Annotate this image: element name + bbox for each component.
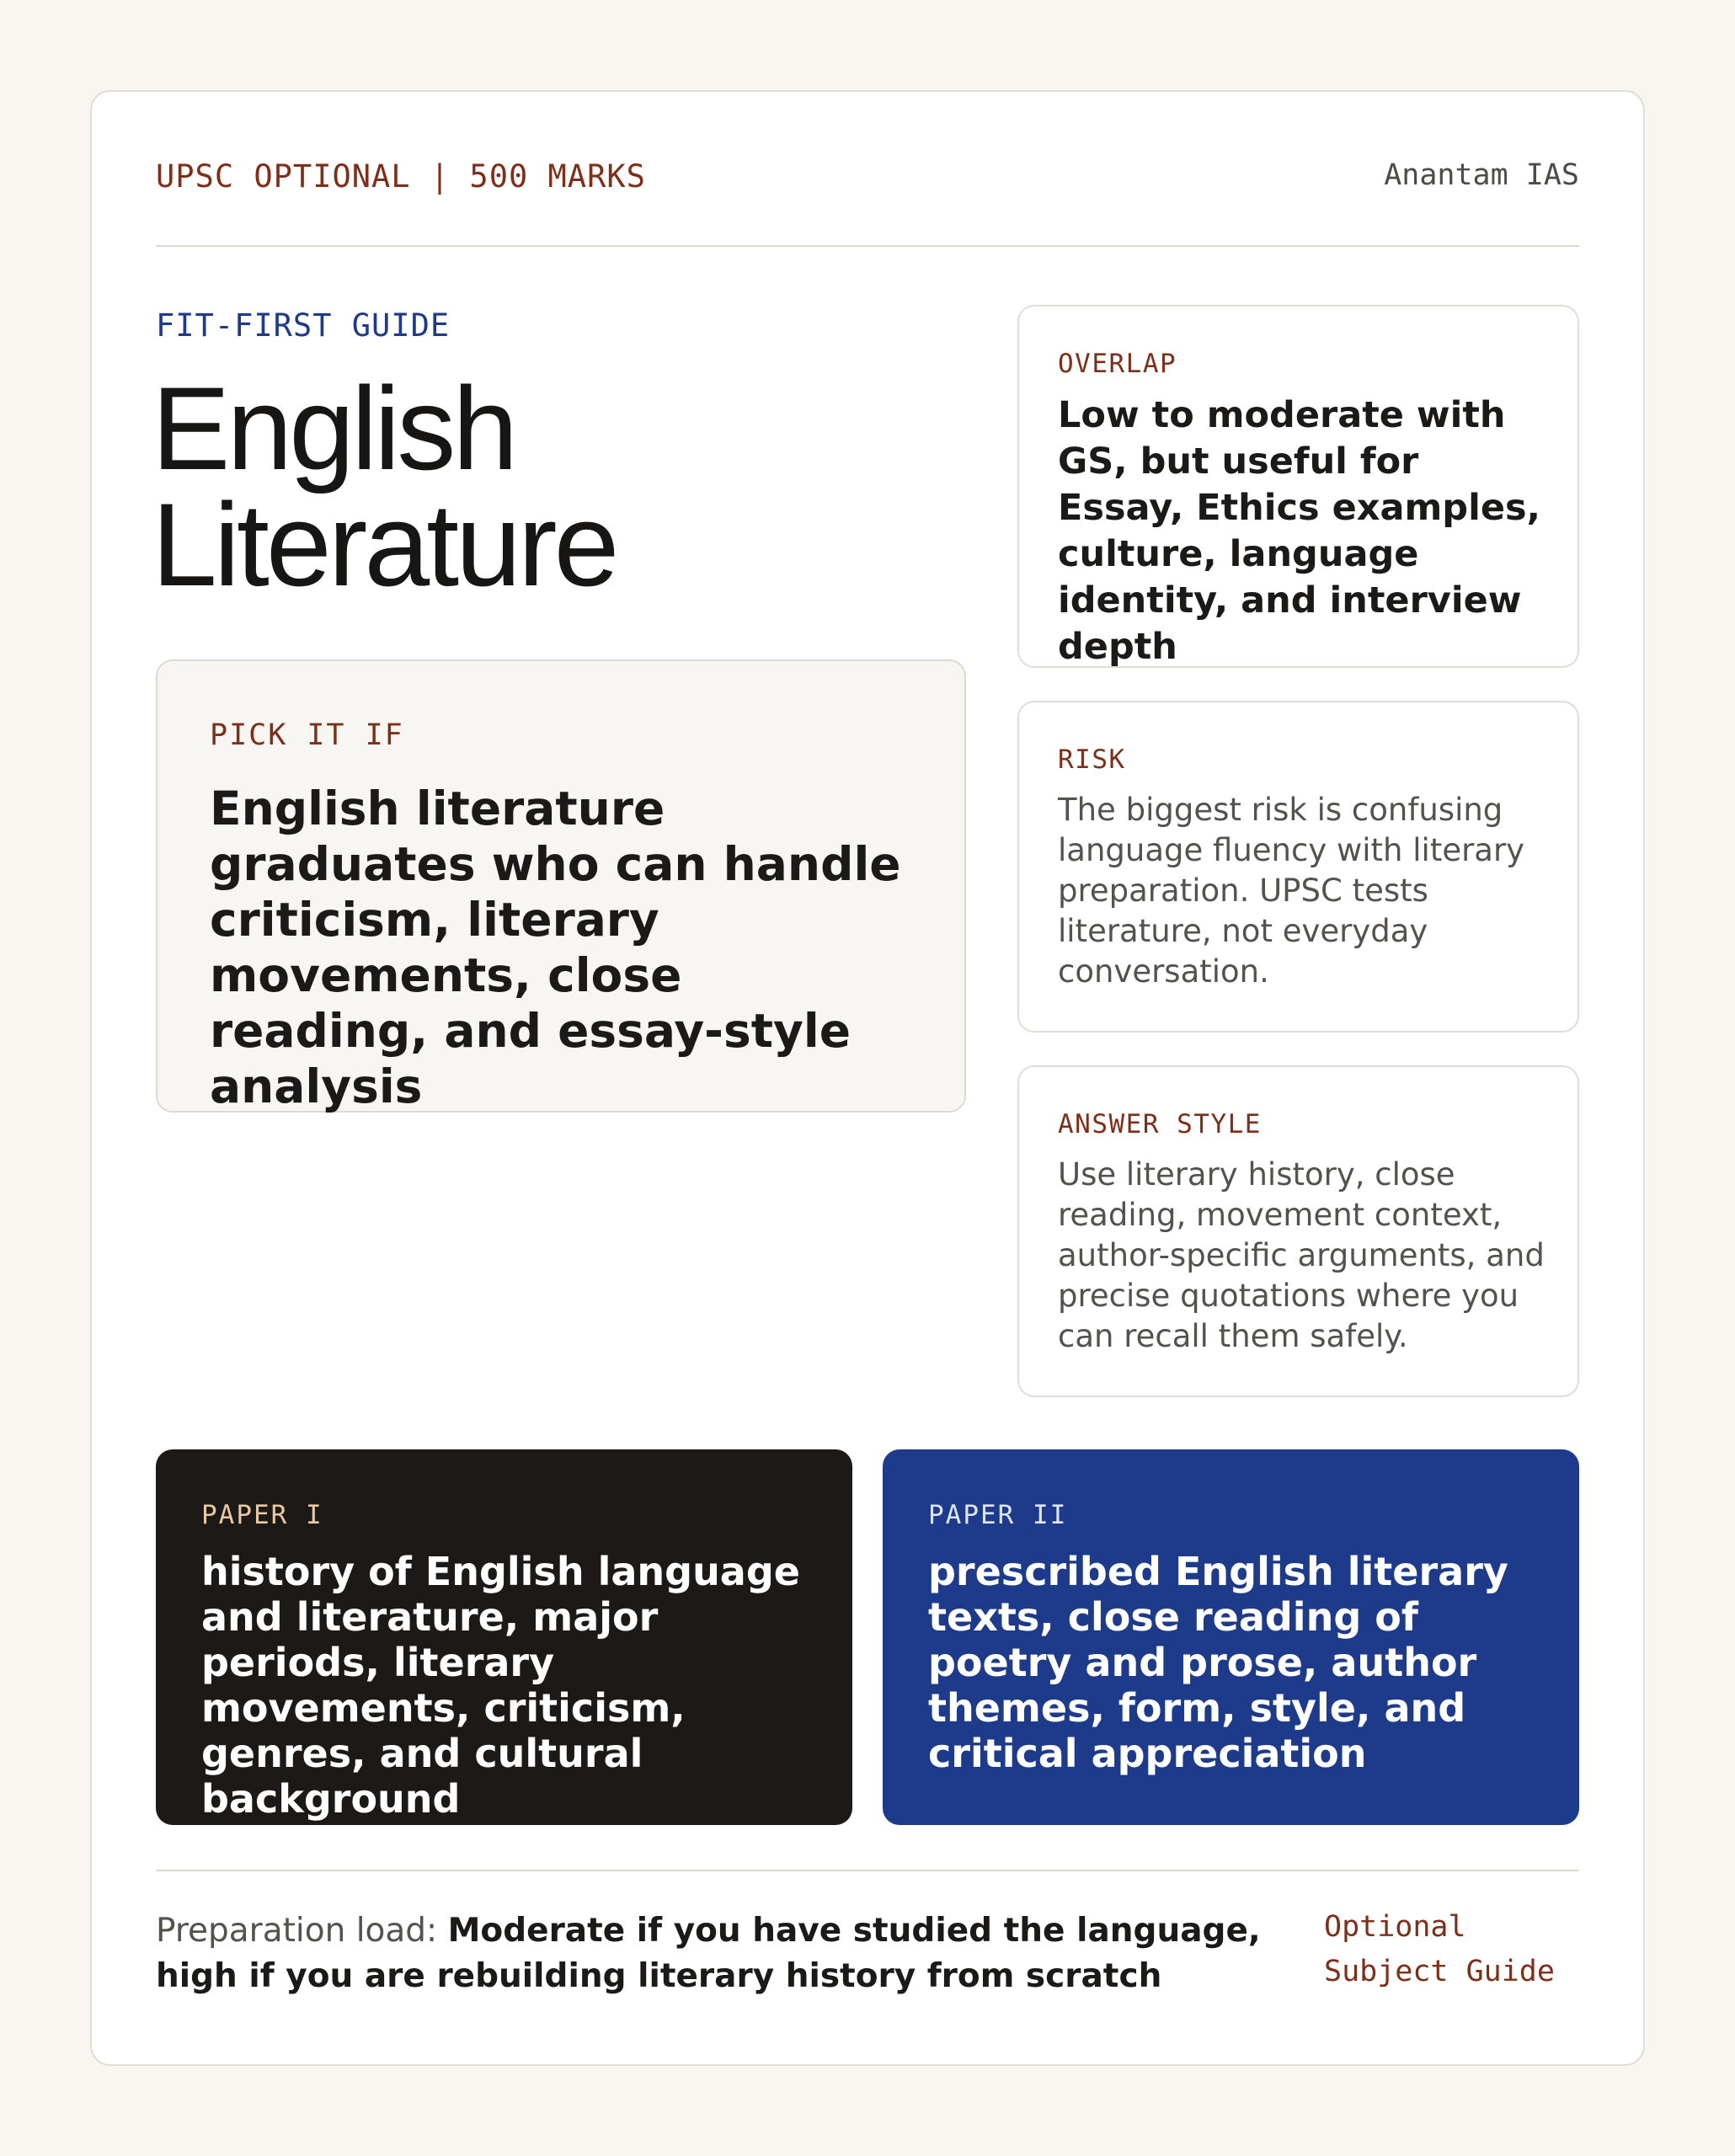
page-title (152, 362, 994, 611)
pick-it-if-panel (156, 659, 966, 1113)
footer-tagline-line-2: Subject Guide (1324, 1955, 1555, 1988)
guide-eyebrow: FIT-FIRST GUIDE (156, 307, 451, 344)
preparation-load-value: Moderate if you have studied the language, high if you are rebuilding literary history from scratch (156, 1912, 1261, 1995)
risk-label: RISK (1058, 744, 1126, 775)
footer-tagline-line-1: Optional (1324, 1910, 1466, 1944)
overlap-panel (1017, 305, 1579, 668)
pick-it-if-label: PICK IT IF (210, 718, 404, 752)
overlap-label: OVERLAP (1058, 349, 1177, 379)
header-exam-label: UPSC OPTIONAL | 500 MARKS (156, 158, 646, 195)
risk-text: The biggest risk is confusing language fluency with literary preparation. UPSC tests literature, not everyday conversation. (1058, 792, 1525, 990)
overlap-text: Low to moderate with GS, but useful for Essay, Ethics examples, culture, language identity, and interview depth (1058, 394, 1540, 668)
answer-style-text: Use literary history, close reading, movement context, author-specific arguments, and precise quotations where you can recall them safely. (1058, 1156, 1545, 1354)
paper-2-panel (883, 1449, 1579, 1825)
page-title-line-1: English (152, 362, 515, 494)
footer-tagline (1324, 1905, 1602, 1994)
answer-style-panel (1017, 1065, 1579, 1397)
footer-divider (156, 1870, 1579, 1871)
paper-1-text: history of English language and literature, major periods, literary movements, criticism, genres, and cultural background (201, 1549, 800, 1822)
header-brand: Anantam IAS (1384, 158, 1579, 192)
risk-panel (1017, 701, 1579, 1033)
page-title-line-2: Literature (152, 478, 617, 611)
preparation-load-label: Preparation load: (156, 1912, 438, 1950)
header-divider (156, 245, 1579, 247)
preparation-load (156, 1908, 1301, 1999)
paper-2-text: prescribed English literary texts, close reading of poetry and prose, author themes, form, style, and critical appreciation (928, 1549, 1508, 1776)
answer-style-label: ANSWER STYLE (1058, 1109, 1262, 1139)
paper-1-panel (156, 1449, 852, 1825)
pick-it-if-text: English literature graduates who can handle criticism, literary movements, close reading, and essay-style analysis (210, 782, 901, 1113)
paper-2-label: PAPER II (928, 1500, 1068, 1530)
paper-1-label: PAPER I (201, 1500, 323, 1530)
